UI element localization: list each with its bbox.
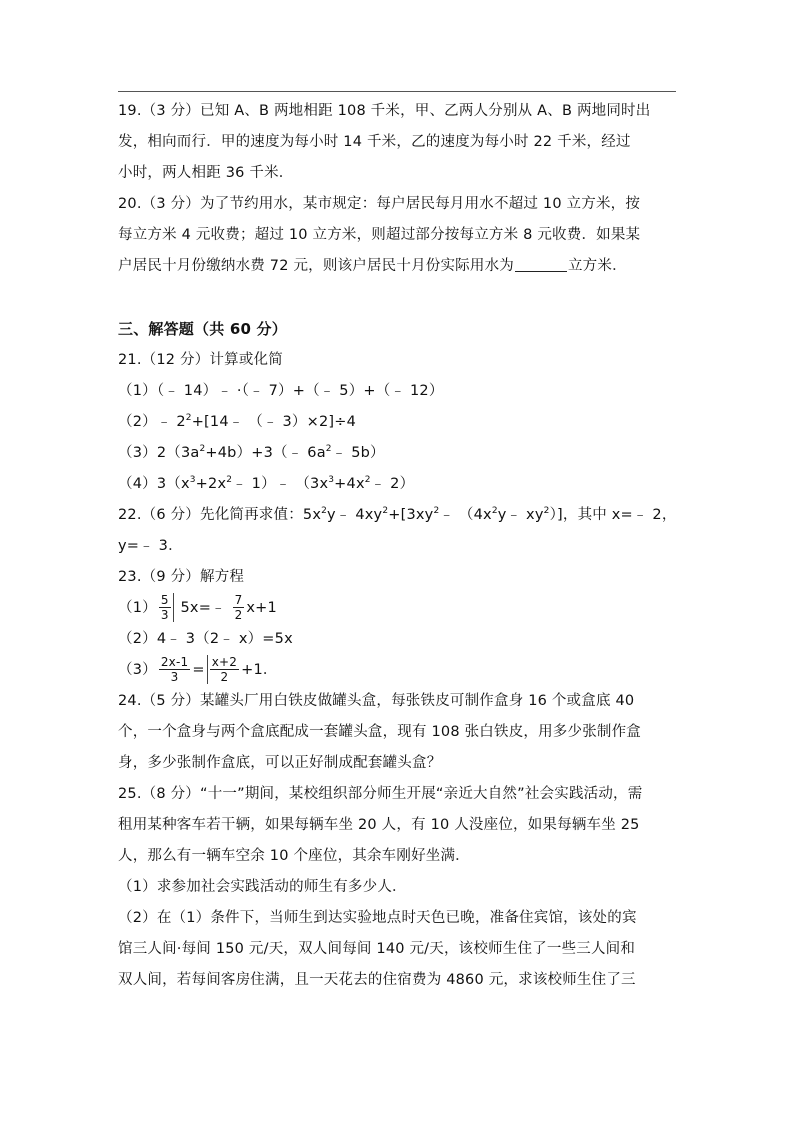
q20-line-3-after: 立方米． — [567, 258, 627, 274]
q25-sub-2-line-2: 馆三人间·每间 150 元/天，双人间每间 140 元/天，该校师生住了一些三人间和 — [118, 941, 636, 957]
q21-item-4-text: ﹣ 1）﹣ （3x — [232, 476, 329, 492]
answer-blank — [515, 255, 567, 272]
exponent: 2 — [543, 506, 550, 516]
q21-item-4-text: ﹣ 2） — [370, 476, 415, 492]
q20-line-2: 每立方米 4 元收费；超过 10 立方米，则超过部分按每立方米 8 元收费．如果某 — [118, 227, 641, 243]
q22-text: 22.（6 分）先化简再求值：5x — [118, 507, 322, 523]
q24-line-3: 身，多少张制作盒底，可以正好制成配套罐头盒？ — [118, 755, 442, 771]
question-23 — [118, 562, 678, 686]
exponent: 2 — [364, 475, 371, 485]
q23-item-3 — [118, 655, 678, 686]
exponent: 2 — [325, 444, 332, 454]
exponent: 2 — [185, 413, 192, 423]
fraction — [233, 593, 245, 622]
fraction-numerator: 2x-1 — [160, 654, 189, 669]
question-24 — [118, 686, 678, 779]
q20-line-3 — [118, 251, 678, 282]
q21-item-4-text: +2x — [195, 476, 227, 492]
q22-text: y﹣ xy — [497, 507, 544, 523]
q23-item-1-text: 5x=﹣ — [180, 600, 226, 616]
fraction-denominator: 3 — [160, 607, 169, 622]
q22-text: y﹣ 4xy — [327, 507, 383, 523]
q24-line-2: 个，一个盒身与两个盒底配成一套罐头盒，现有 108 张白铁皮，用多少张制作盒 — [118, 724, 641, 740]
header-rule — [118, 91, 676, 92]
fraction-denominator: 2 — [234, 607, 243, 622]
exponent: 3 — [189, 475, 196, 485]
q20-line-3-before: 户居民十月份缴纳水费 72 元，则该户居民十月份实际用水为 — [118, 258, 514, 274]
q19-line-1: 19.（3 分）已知 A、B 两地相距 108 千米，甲、乙两人分别从 A、B 两地同时出 — [118, 103, 651, 119]
q21-title: 21.（12 分）计算或化简 — [118, 352, 283, 368]
q23-item-1 — [118, 593, 678, 624]
exponent: 2 — [382, 506, 389, 516]
q21-item-3-text: （3）2（3a — [118, 445, 200, 461]
exponent: 2 — [199, 444, 206, 454]
q21-item-3-text: +4b）+3（﹣ 6a — [205, 445, 326, 461]
q22-line-2: y=﹣ 3． — [118, 538, 183, 554]
q22-text: ）]，其中 x=﹣ 2， — [549, 507, 677, 523]
q21-item-4-text: +4x — [334, 476, 365, 492]
q24-line-1: 24.（5 分）某罐头厂用白铁皮做罐头盒，每张铁皮可制作盒身 16 个或盒底 40 — [118, 693, 635, 709]
fraction-numerator: x+2 — [211, 654, 238, 669]
q21-item-4-text: （4）3（x — [118, 476, 190, 492]
q22-line-1 — [118, 500, 678, 531]
q25-sub-2-line-1: （2）在（1）条件下，当师生到达实验地点时天色已晚，准备住宾馆，该处的宾 — [118, 910, 637, 926]
q23-item-3-label: （3） — [118, 662, 157, 678]
q25-line-3: 人，那么有一辆车空余 10 个座位，其余车刚好坐满． — [118, 848, 470, 864]
q23-item-3-text: +1． — [241, 662, 278, 678]
q22-text: +[3xy — [388, 507, 434, 523]
q22-text: ﹣ （4x — [439, 507, 492, 523]
q25-sub-1: （1）求参加社会实践活动的师生有多少人． — [118, 879, 407, 895]
question-21 — [118, 345, 678, 500]
exponent: 2 — [433, 506, 440, 516]
question-19 — [118, 96, 678, 189]
q23-item-2: （2）4﹣ 3（2﹣ x）=5x — [118, 631, 293, 647]
question-22 — [118, 500, 678, 562]
q23-title: 23.（9 分）解方程 — [118, 569, 245, 585]
fraction-denominator: 3 — [170, 669, 179, 684]
q19-line-3: 小时，两人相距 36 千米． — [118, 165, 294, 181]
q21-item-1: （1）（﹣ 14）﹣ ·（﹣ 7）+（﹣ 5）+（﹣ 12） — [118, 383, 444, 399]
q25-line-1: 25.（8 分）“十一”期间，某校组织部分师生开展“亲近大自然”社会实践活动，需 — [118, 786, 643, 802]
q21-item-3-text: ﹣ 5b） — [331, 445, 385, 461]
fraction-numerator: 5 — [160, 592, 169, 607]
fraction-numerator: 7 — [234, 592, 243, 607]
q21-item-2-text: +[14﹣ （﹣ 3）×2]÷4 — [191, 414, 357, 430]
section-title: 三、解答题（共 60 分） — [118, 320, 287, 338]
exponent: 2 — [491, 506, 498, 516]
q21-item-3 — [118, 438, 678, 469]
q25-sub-2-line-3: 双人间，若每间客房住满，且一天花去的住宿费为 4860 元，求该校师生住了三 — [118, 972, 636, 988]
exponent: 2 — [226, 475, 233, 485]
q21-item-2-text: （2）﹣ 2 — [118, 414, 186, 430]
q19-line-2: 发，相向而行．甲的速度为每小时 14 千米，乙的速度为每小时 22 千米，经过 — [118, 134, 631, 150]
document-body — [118, 96, 678, 996]
question-20 — [118, 189, 678, 282]
fraction — [159, 655, 191, 684]
fraction — [159, 593, 174, 622]
q23-item-1-label: （1） — [118, 600, 157, 616]
equals-sign: = — [192, 662, 205, 678]
fraction — [207, 655, 239, 684]
q21-item-4 — [118, 469, 678, 500]
q23-item-1-text: x+1 — [246, 600, 277, 616]
q20-line-1: 20.（3 分）为了节约用水，某市规定：每户居民每月用水不超过 10 立方米，按 — [118, 196, 641, 212]
q21-item-2 — [118, 407, 678, 438]
exponent: 3 — [328, 475, 335, 485]
exponent: 2 — [321, 506, 328, 516]
fraction-denominator: 2 — [220, 669, 229, 684]
q25-line-2: 租用某种客车若干辆，如果每辆车坐 20 人，有 10 人没座位，如果每辆车坐 25 — [118, 817, 640, 833]
question-25 — [118, 779, 678, 996]
